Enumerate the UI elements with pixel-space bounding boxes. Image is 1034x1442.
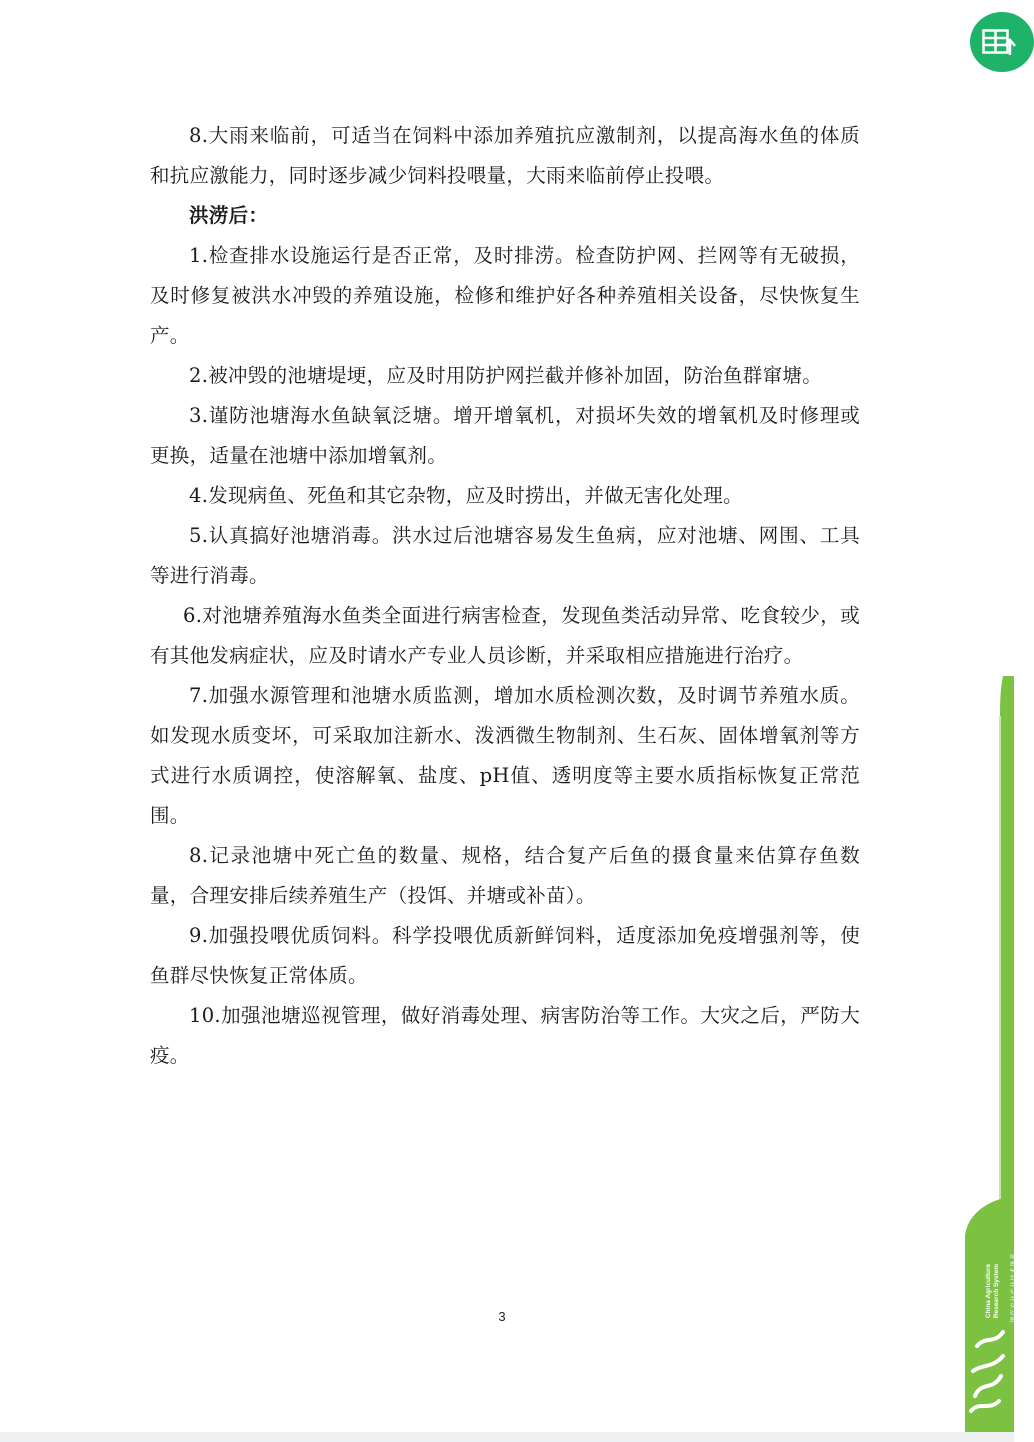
- table-export-button[interactable]: [970, 12, 1034, 72]
- paragraph-item-1: 1.检查排水设施运行是否正常，及时排涝。检查防护网、拦网等有无破损，及时修复被洪水冲毁的养殖设施，检修和维护好各种养殖相关设备，尽快恢复生产。: [150, 244, 860, 347]
- paragraph-item-5: 5.认真搞好池塘消毒。洪水过后池塘容易发生鱼病，应对池塘、网围、工具等进行消毒。: [150, 524, 860, 587]
- paragraph-item-8: 8.记录池塘中死亡鱼的数量、规格，结合复产后鱼的摄食量来估算存鱼数量，合理安排后续养殖生产（投饵、并塘或补苗）。: [150, 844, 860, 907]
- paragraph-item-4: 4.发现病鱼、死鱼和其它杂物，应及时捞出，并做无害化处理。: [189, 484, 743, 507]
- section-heading-after-flood: 洪涝后：: [189, 204, 269, 227]
- paragraph-item-7: 7.加强水源管理和池塘水质监测，增加水质检测次数，及时调节养殖水质。如发现水质变坏，可采取加注新水、泼洒微生物制剂、生石灰、固体增氧剂等方式进行水质调控，使溶解氧、盐度、pH值、透明度等主要水质指标恢复正常范围。: [150, 684, 860, 827]
- table-export-icon: [982, 29, 1016, 57]
- paragraph-item-3: 3.谨防池塘海水鱼缺氧泛塘。增开增氧机，对损坏失效的增氧机及时修理或更换，适量在池塘中添加增氧剂。: [150, 404, 860, 467]
- page-number: 3: [498, 1309, 506, 1324]
- document-body: [150, 116, 860, 1076]
- paragraph-item-9: 9.加强投喂优质饲料。科学投喂优质新鲜饲料，适度添加免疫增强剂等，使鱼群尽快恢复正常体质。: [150, 924, 860, 987]
- brand-english-name: China Agriculture Research System: [985, 1263, 1000, 1319]
- paragraph-item-2: 2.被冲毁的池塘堤埂，应及时用防护网拦截并修补加固，防治鱼群窜塘。: [189, 364, 823, 387]
- paragraph-item-10: 10.加强池塘巡视管理，做好消毒处理、病害防治等工作。大灾之后，严防大疫。: [150, 1004, 860, 1067]
- paragraph-rain-precaution: 8.大雨来临前，可适当在饲料中添加养殖抗应激制剂，以提高海水鱼的体质和抗应激能力，同时逐步减少饲料投喂量，大雨来临前停止投喂。: [150, 124, 860, 187]
- paragraph-item-6: 6.对池塘养殖海水鱼类全面进行病害检查，发现鱼类活动异常、吃食较少，或有其他发病症状，应及时请水产专业人员诊断，并采取相应措施进行治疗。: [150, 604, 860, 667]
- bottom-scroll-strip: [0, 1432, 1014, 1442]
- brand-chinese-name: 现代农业产业技术体系: [1010, 1252, 1018, 1323]
